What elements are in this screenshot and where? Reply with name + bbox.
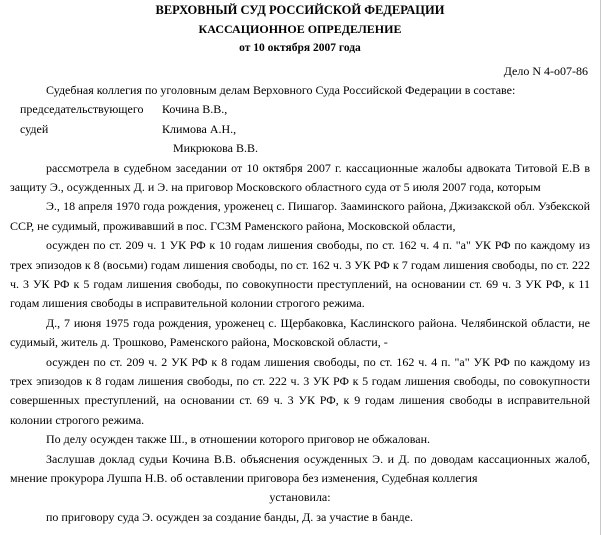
court-title: ВЕРХОВНЫЙ СУД РОССИЙСКОЙ ФЕДЕРАЦИИ xyxy=(155,3,445,17)
judge-name-2: Микрюкова В.В. xyxy=(173,141,258,156)
paragraph-sentence-d: осужден по ст. 209 ч. 2 УК РФ к 8 годам лишения свободы, по ст. 162 ч. 4 п. "а" УК РФ по каждому из трех эпизодов к 8 годам лишения свободы, по ст. 222 ч. 3 УК РФ к 5 годам лишения свободы, по совокупности совершенных преступлений, на основании ст. 69 ч. 3 УК РФ, к 9 годам лишения свободы в исправительной колонии строгого режима. xyxy=(10,354,590,427)
judge-name-1: Климова А.Н., xyxy=(162,121,237,136)
document-date: от 10 октября 2007 года xyxy=(239,42,361,54)
judges-row xyxy=(10,120,590,139)
paragraph-defendant-e: Э., 18 апреля 1970 года рождения, уроженец с. Пишагор. Зааминского района, Джизакской обл. Узбекской ССР, не судимый, проживавший в пос. ГСЗМ Раменского района, Московской области, xyxy=(10,199,590,233)
chair-label: председательствующего xyxy=(20,102,144,117)
paragraph-defendant-d: Д., 7 июня 1975 года рождения, уроженец с. Щербаковка, Каслинского района. Челябинской области, не судимый, житель д. Трошково, Раменского района, Московской области, - xyxy=(10,315,590,350)
established-heading: установила: xyxy=(269,490,331,505)
chair-row xyxy=(10,100,590,119)
chair-name: Кочина В.В., xyxy=(162,102,228,117)
judges-label: судей xyxy=(20,121,49,136)
paragraph-hearing: Заслушав доклад судьи Кочина В.В. объяснения осужденных Э. и Д. по доводам кассационных жалоб, мнение прокурора Лушпа Н.В. об оставлении приговора без изменения, Судебная коллегия xyxy=(10,451,590,486)
judge2-row xyxy=(10,139,590,158)
paragraph-considered: рассмотрела в судебном заседании от 10 октября 2007 г. кассационные жалобы адвоката Титовой Е.В в защиту Э., осужденных Д. и Э. на приговор Московского областного суда от 5 июля 2007 года, которым xyxy=(10,160,590,194)
case-number: Дело N 4-о07-86 xyxy=(503,64,588,78)
paragraph-sentence-e: осужден по ст. 209 ч. 1 УК РФ к 10 годам лишения свободы, по ст. 162 ч. 4 п. "а" УК РФ по каждому из трех эпизодов к 8 (восьми) годам лишения свободы, по ст. 162 ч. 3 УК РФ к 7 годам лишения свободы, по ст. 222 ч. 3 УК РФ к 5 годам лишения свободы, по совокупности преступлений, на основании ст. 69 ч. 3 УК РФ, к 11 годам лишения свободы в исправительной колонии строгого режима. xyxy=(10,238,590,311)
intro-paragraph: Судебная коллегия по уголовным делам Верховного Суда Российской Федерации в составе: xyxy=(46,83,516,97)
paragraph-also-convicted: По делу осужден также Ш., в отношении которого приговор не обжалован. xyxy=(46,432,430,447)
paragraph-verdict: по приговору суда Э. осужден за создание банды, Д. за участие в банде. xyxy=(46,509,413,524)
document-type: КАССАЦИОННОЕ ОПРЕДЕЛЕНИЕ xyxy=(198,22,402,36)
